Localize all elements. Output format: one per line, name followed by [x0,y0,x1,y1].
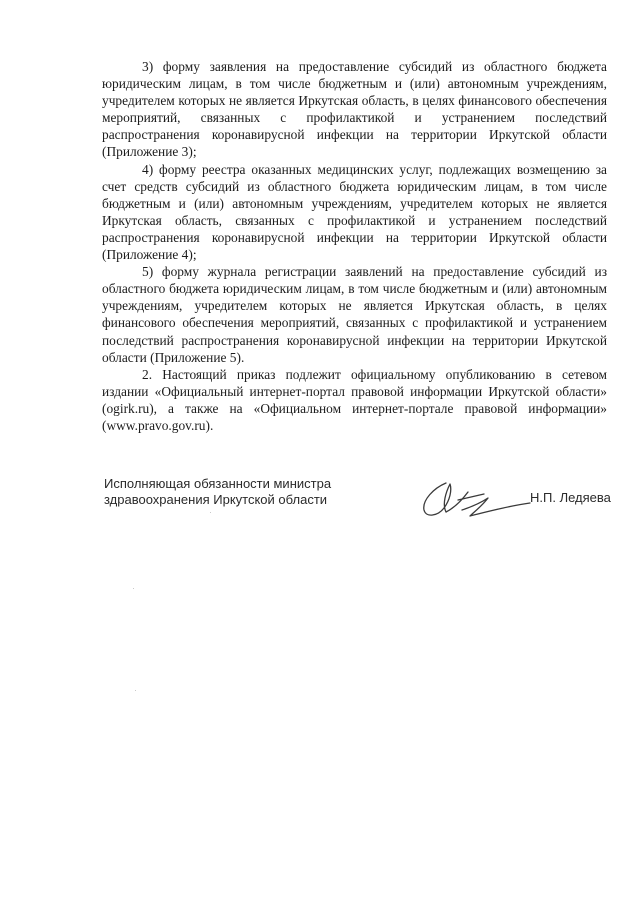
handwritten-signature [412,470,532,522]
signatory-position-line-1: Исполняющая обязанности министра [104,476,332,491]
paragraph-point-2: 2. Настоящий приказ подлежит официальному опубликованию в сетевом издании «Официальный интернет-портал правовой информации Иркутской области» (ogirk.ru), а также на «Официальном интернет-портале правовой информации» (www.pravo.gov.ru). [102,366,607,433]
signatory-name: Н.П. Ледяева [530,490,611,505]
scan-speck [135,690,136,691]
paragraph-item-4: 4) форму реестра оказанных медицинских услуг, подлежащих возмещению за счет средств субсидий из областного бюджета юридическим лицам, в том числе бюджетным и (или) автономным учреждениям, учредителем которых не является Иркутская область, связанных с профилактикой и устранением последствий распространения коронавирусной инфекции на территории Иркутской области (Приложение 4); [102,161,607,263]
paragraph-item-3: 3) форму заявления на предоставление субсидий из областного бюджета юридическим лицам, в том числе бюджетным и (или) автономным учреждениям, учредителем которых не является Иркутская область, в целях финансового обеспечения мероприятий, связанных с профилактикой и устранением последствий распространения коронавирусной инфекции на территории Иркутской области (Приложение 3); [102,59,607,160]
signatory-position-line-2: здравоохранения Иркутской области [104,491,328,507]
paragraph-item-5: 5) форму журнала регистрации заявлений на предоставление субсидий из областного бюджета юридическим лицам, в том числе бюджетным и (или) автономным учреждениям, учредителем которых не является Иркутская область, в целях финансового обеспечения мероприятий, связанных с профилактикой и устранением последствий распространения коронавирусной инфекции на территории Иркутской области (Приложение 5). [102,264,607,365]
signatory-position [104,476,364,507]
signature-block [0,470,640,530]
scan-speck [133,588,134,589]
document-body [102,58,607,434]
scan-speck [210,512,211,513]
